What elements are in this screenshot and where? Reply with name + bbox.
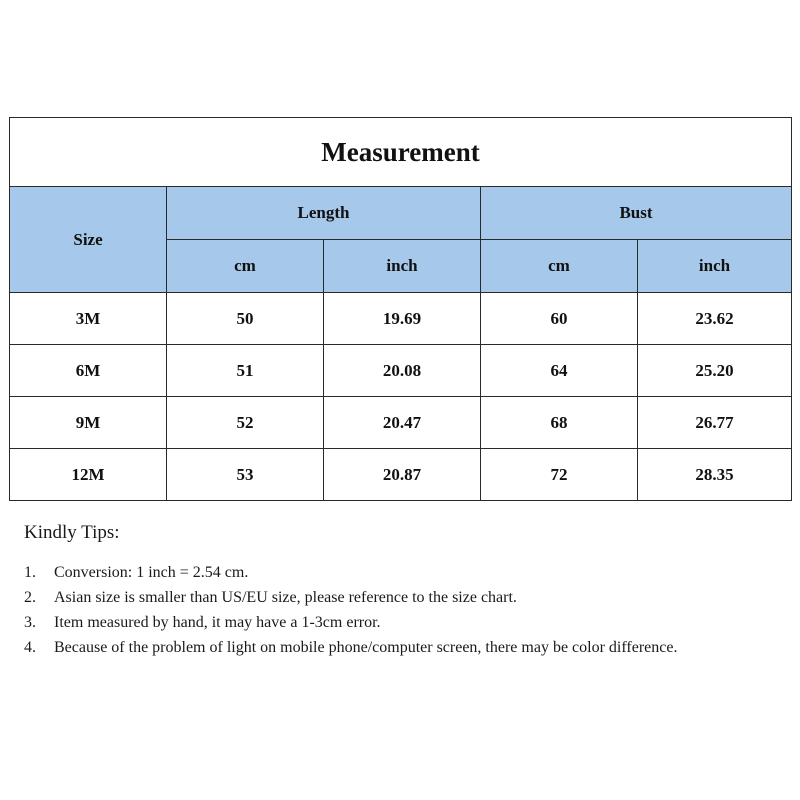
bust-column-header: Bust — [481, 187, 792, 240]
bust-inch-header: inch — [638, 240, 792, 293]
length-inch-cell: 20.47 — [324, 397, 481, 449]
list-item-number: 2. — [24, 589, 36, 606]
table-row — [10, 397, 792, 449]
bust-inch-cell: 25.20 — [638, 345, 792, 397]
size-cell: 3M — [10, 293, 167, 345]
length-cm-cell: 53 — [167, 449, 324, 501]
table-title: Measurement — [10, 118, 792, 187]
bust-inch-cell: 23.62 — [638, 293, 792, 345]
list-item-text: Conversion: 1 inch = 2.54 cm. — [54, 564, 249, 581]
list-item — [24, 585, 764, 610]
size-cell: 12M — [10, 449, 167, 501]
measurement-table-container — [9, 117, 791, 501]
length-cm-cell: 52 — [167, 397, 324, 449]
size-column-header: Size — [10, 187, 167, 293]
length-cm-header: cm — [167, 240, 324, 293]
table-row — [10, 345, 792, 397]
list-item — [24, 610, 764, 635]
size-cell: 6M — [10, 345, 167, 397]
length-inch-header: inch — [324, 240, 481, 293]
list-item-text: Because of the problem of light on mobile phone/computer screen, there may be color difference. — [54, 639, 678, 656]
list-item-number: 1. — [24, 564, 36, 581]
tips-title: Kindly Tips: — [24, 522, 120, 543]
list-item — [24, 635, 764, 660]
bust-cm-header: cm — [481, 240, 638, 293]
bust-inch-cell: 26.77 — [638, 397, 792, 449]
length-inch-cell: 19.69 — [324, 293, 481, 345]
tips-list — [24, 560, 764, 660]
list-item-number: 4. — [24, 639, 36, 656]
bust-cm-cell: 68 — [481, 397, 638, 449]
bust-inch-cell: 28.35 — [638, 449, 792, 501]
bust-cm-cell: 64 — [481, 345, 638, 397]
table-row — [10, 293, 792, 345]
length-column-header: Length — [167, 187, 481, 240]
length-inch-cell: 20.08 — [324, 345, 481, 397]
size-cell: 9M — [10, 397, 167, 449]
kindly-tips-section — [24, 521, 764, 660]
header-row-group — [10, 187, 792, 240]
measurement-table — [9, 117, 792, 501]
length-cm-cell: 50 — [167, 293, 324, 345]
title-row — [10, 118, 792, 187]
length-cm-cell: 51 — [167, 345, 324, 397]
list-item-text: Item measured by hand, it may have a 1-3cm error. — [54, 614, 381, 631]
list-item-number: 3. — [24, 614, 36, 631]
bust-cm-cell: 60 — [481, 293, 638, 345]
list-item-text: Asian size is smaller than US/EU size, please reference to the size chart. — [54, 589, 517, 606]
table-row — [10, 449, 792, 501]
bust-cm-cell: 72 — [481, 449, 638, 501]
list-item — [24, 560, 764, 585]
length-inch-cell: 20.87 — [324, 449, 481, 501]
